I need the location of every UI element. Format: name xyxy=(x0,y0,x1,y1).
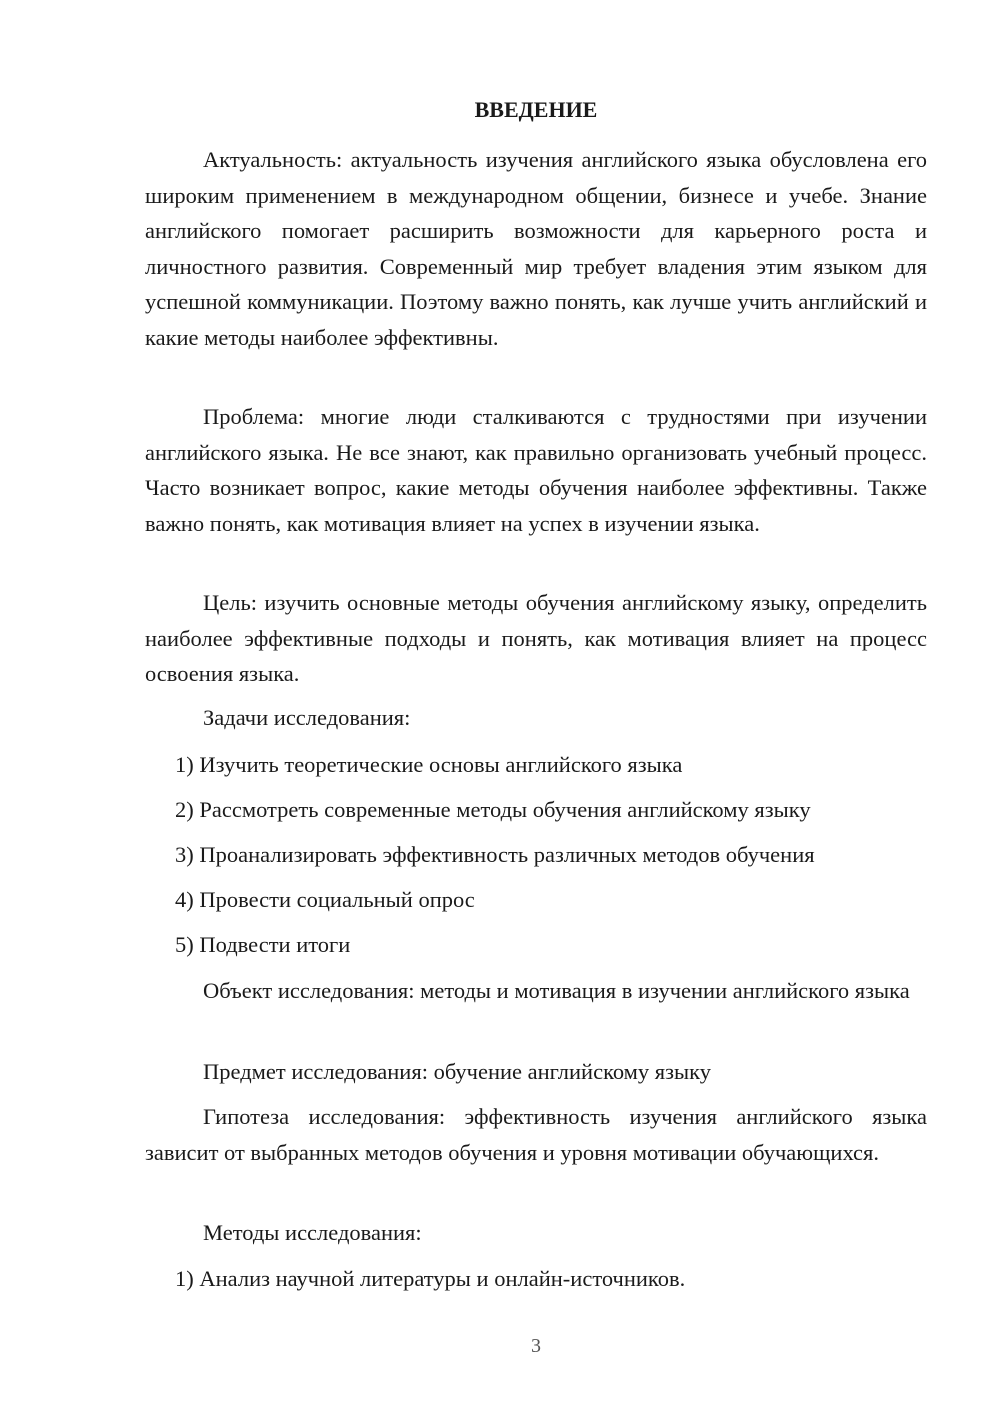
task-list-item: 5) Подвести итоги xyxy=(175,932,351,957)
task-list-item: 3) Проанализировать эффективность различных методов обучения xyxy=(175,842,815,867)
paragraph-relevance: Актуальность: актуальность изучения английского языка обусловлена его широким применением в международном общении, бизнесе и учебе. Знание английского помогает расширить возможности для карьерного роста и личностного развития. Современный мир требует владения этим языком для успешной коммуникации. Поэтому важно понять, как лучше учить английский и какие методы наиболее эффективны. xyxy=(145,147,927,350)
paragraph-problem: Проблема: многие люди сталкиваются с трудностями при изучении английского языка. Не все знают, как правильно организовать учебный процесс. Часто возникает вопрос, какие методы обучения наиболее эффективны. Также важно понять, как мотивация влияет на успех в изучении языка. xyxy=(145,404,927,536)
section-title: ВВЕДЕНИЕ xyxy=(474,97,598,122)
paragraph-hypothesis: Гипотеза исследования: эффективность изучения английского языка зависит от выбранных методов обучения и уровня мотивации обучающихся. xyxy=(145,1104,927,1165)
task-list-item: 4) Провести социальный опрос xyxy=(175,887,475,912)
methods-heading: Методы исследования: xyxy=(203,1220,422,1245)
paragraph-object: Объект исследования: методы и мотивация в изучении английского языка xyxy=(203,978,910,1003)
task-list-item: 2) Рассмотреть современные методы обучения английскому языку xyxy=(175,797,811,822)
method-list-item: 1) Анализ научной литературы и онлайн-источников. xyxy=(175,1266,686,1291)
task-list-item: 1) Изучить теоретические основы английского языка xyxy=(175,752,683,777)
tasks-heading: Задачи исследования: xyxy=(203,705,411,730)
paragraph-goal: Цель: изучить основные методы обучения английскому языку, определить наиболее эффективные подходы и понять, как мотивация влияет на процесс освоения языка. xyxy=(145,590,927,686)
paragraph-subject: Предмет исследования: обучение английскому языку xyxy=(203,1059,712,1084)
page-number: 3 xyxy=(531,1335,541,1357)
